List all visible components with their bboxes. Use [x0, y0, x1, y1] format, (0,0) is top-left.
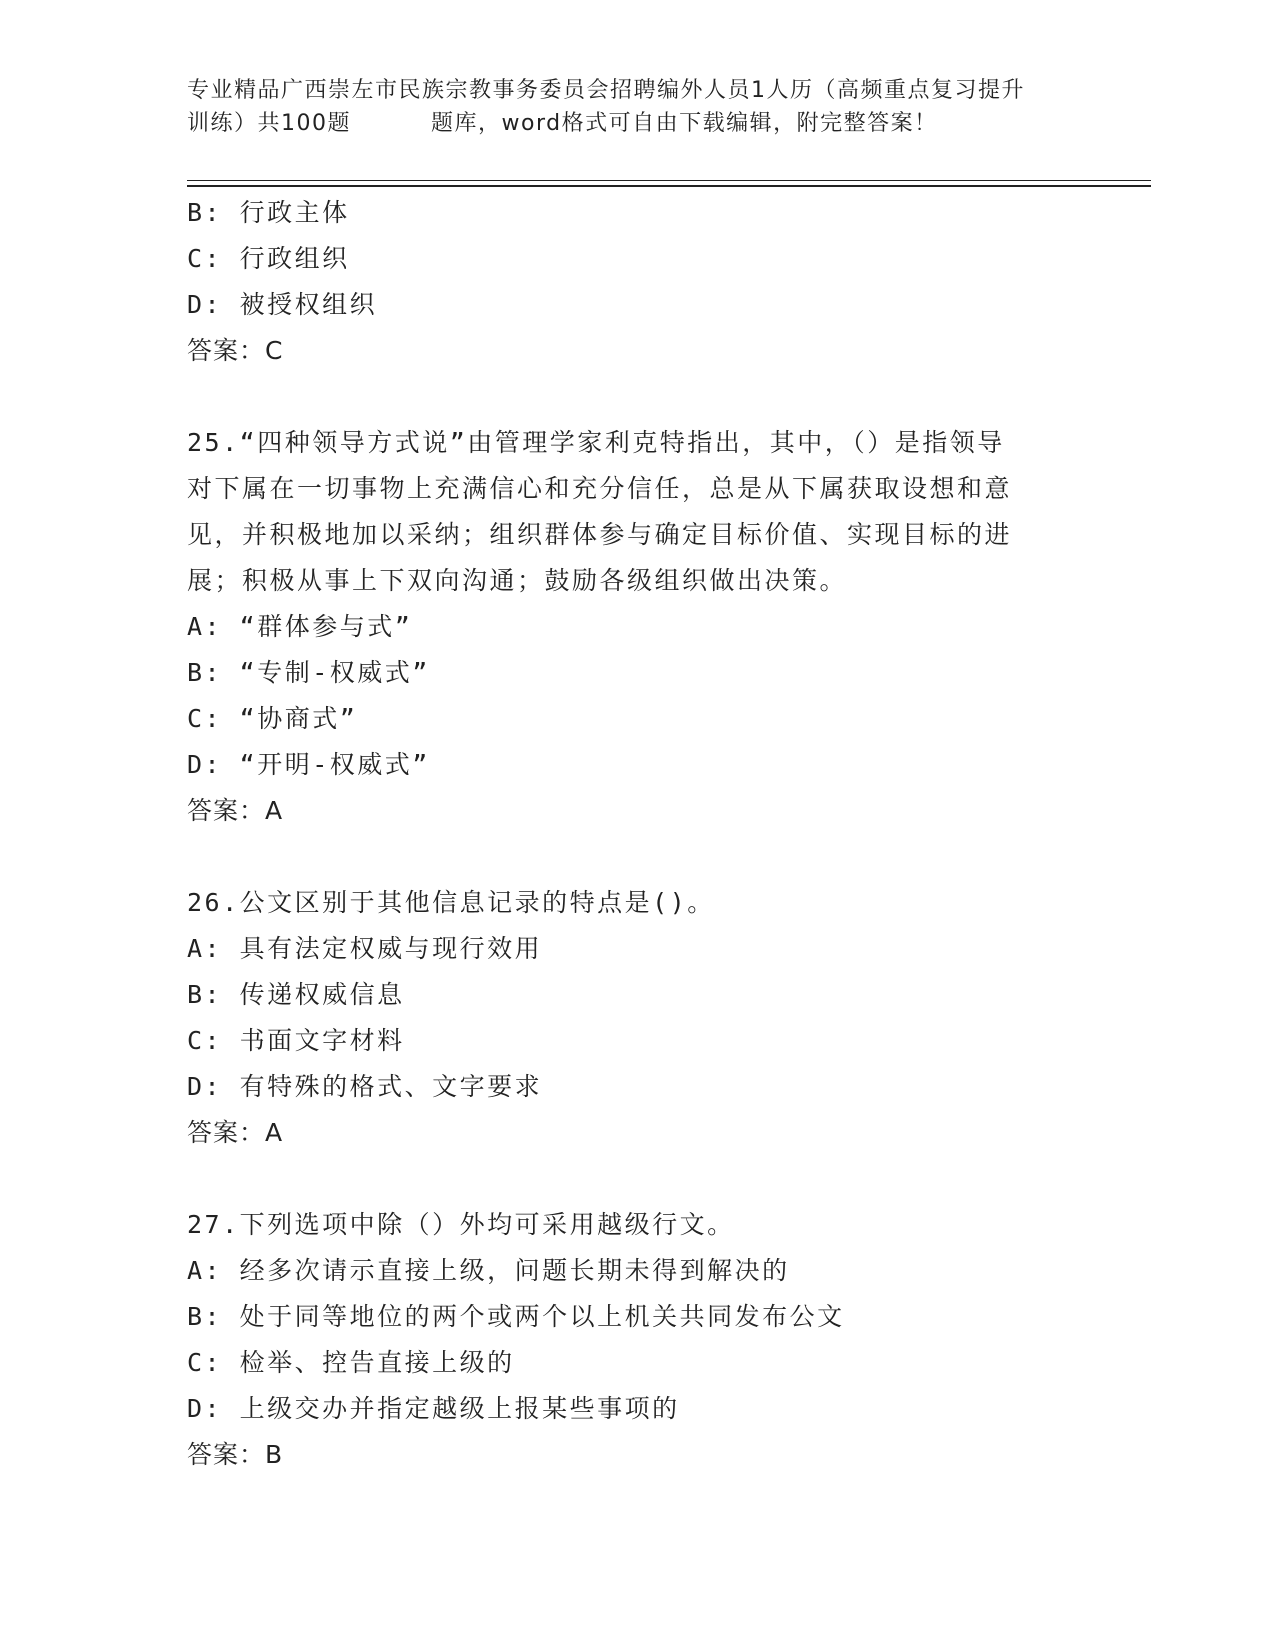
question-block-prev	[187, 190, 1087, 374]
question-stem-line: 展；积极从事上下双向沟通；鼓励各级组织做出决策。	[187, 566, 848, 595]
question-stem-line: 对下属在一切事物上充满信心和充分信任，总是从下属获取设想和意	[187, 474, 1013, 503]
option-b: B: “专制-权威式”	[187, 658, 430, 687]
spacer	[187, 374, 1087, 420]
question-stem-line: 26.公文区别于其他信息记录的特点是()。	[187, 888, 715, 917]
answer-line: 答案：C	[187, 336, 284, 365]
document-header	[187, 74, 1087, 140]
answer-line: 答案：B	[187, 1440, 284, 1469]
option-c: C: “协商式”	[187, 704, 358, 733]
spacer	[187, 1156, 1087, 1202]
question-list	[187, 190, 1087, 1478]
header-divider-top	[187, 180, 1151, 181]
answer-line: 答案：A	[187, 1118, 284, 1147]
question-block-27	[187, 1202, 1087, 1478]
option-b: B: 行政主体	[187, 198, 350, 227]
header-divider-bottom	[187, 185, 1151, 187]
option-c: C: 检举、控告直接上级的	[187, 1348, 515, 1377]
spacer	[187, 834, 1087, 880]
option-d: D: 被授权组织	[187, 290, 378, 319]
question-block-26	[187, 880, 1087, 1156]
option-a: A: 经多次请示直接上级，问题长期未得到解决的	[187, 1256, 790, 1285]
question-stem-line: 27.下列选项中除（）外均可采用越级行文。	[187, 1210, 735, 1239]
option-b: B: 传递权威信息	[187, 980, 405, 1009]
question-block-25	[187, 420, 1087, 834]
header-title-line-2	[187, 107, 1087, 140]
option-a: A: “群体参与式”	[187, 612, 413, 641]
header-title-line-1: 专业精品广西崇左市民族宗教事务委员会招聘编外人员1人历（高频重点复习提升	[187, 78, 1025, 103]
option-b: B: 处于同等地位的两个或两个以上机关共同发布公文	[187, 1302, 845, 1331]
header-title-part-1: 训练）共100题	[187, 111, 351, 136]
option-d: D: 上级交办并指定越级上报某些事项的	[187, 1394, 680, 1423]
answer-line: 答案：A	[187, 796, 284, 825]
question-stem-line: 25.“四种领导方式说”由管理学家利克特指出，其中，（）是指领导	[187, 428, 1005, 457]
option-d: D: 有特殊的格式、文字要求	[187, 1072, 543, 1101]
option-d: D: “开明-权威式”	[187, 750, 430, 779]
header-title-part-2: 题库，word格式可自由下载编辑，附完整答案！	[431, 111, 938, 136]
option-c: C: 行政组织	[187, 244, 350, 273]
option-a: A: 具有法定权威与现行效用	[187, 934, 543, 963]
option-c: C: 书面文字材料	[187, 1026, 405, 1055]
question-stem-line: 见，并积极地加以采纳；组织群体参与确定目标价值、实现目标的进	[187, 520, 1013, 549]
